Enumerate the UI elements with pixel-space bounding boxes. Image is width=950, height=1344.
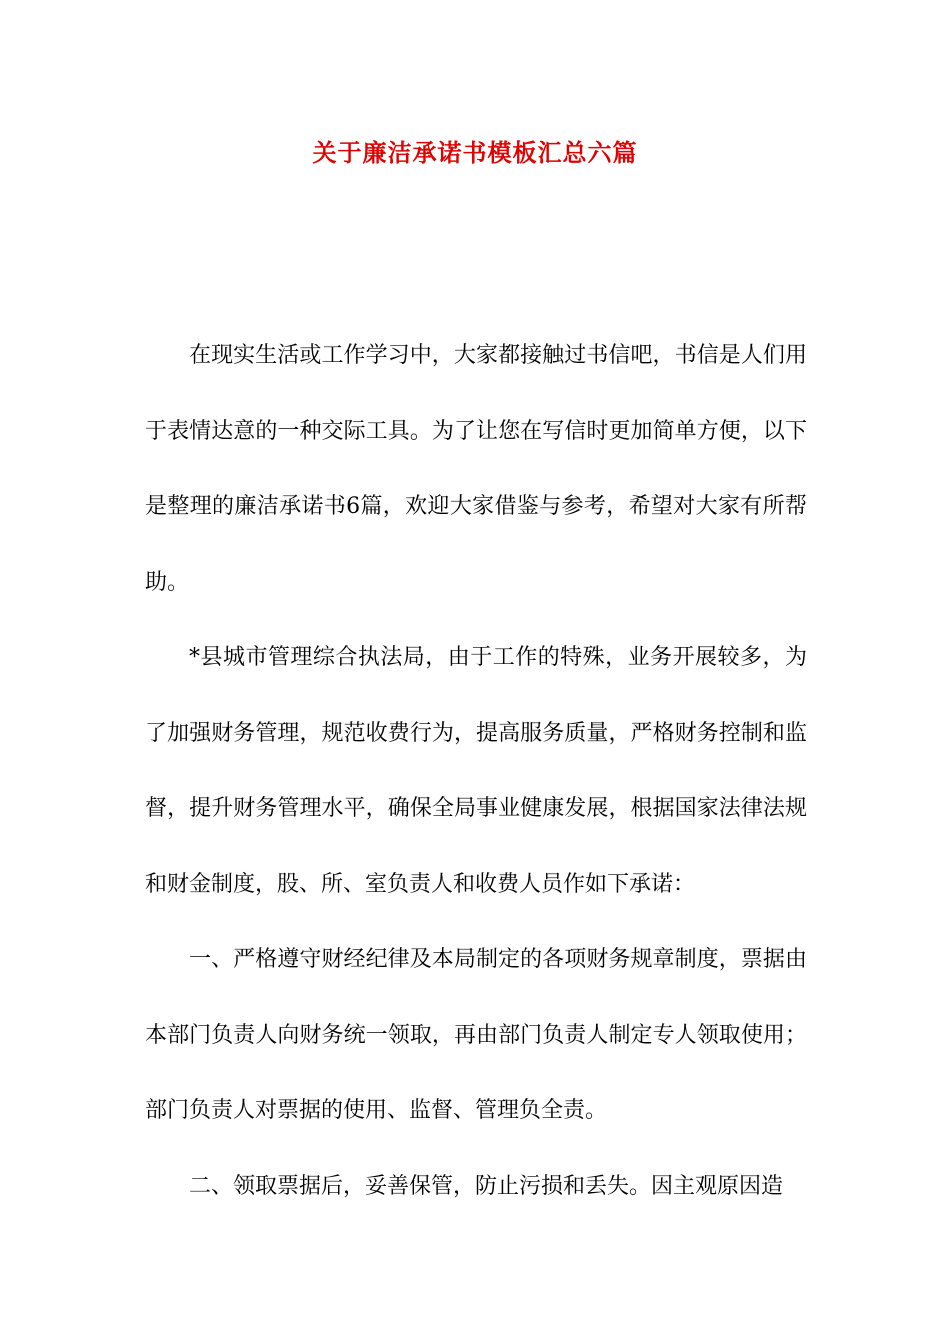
paragraph-intro: 在现实生活或工作学习中，大家都接触过书信吧，书信是人们用于表情达意的一种交际工具。为了让您在写信时更加简单方便，以下是整理的廉洁承诺书6篇，欢迎大家借鉴与参考，希望对大家有所帮助。 [145,343,807,595]
document-body [145,318,807,1224]
document-title: 关于廉洁承诺书模板汇总六篇 [312,138,638,167]
paragraph-background: *县城市管理综合执法局，由于工作的特殊，业务开展较多，为了加强财务管理，规范收费行为，提高服务质量，严格财务控制和监督，提升财务管理水平，确保全局事业健康发展，根据国家法律法规和财金制度，股、所、室负责人和收费人员作如下承诺： [145,645,807,897]
paragraph-item-2: 二、领取票据后，妥善保管，防止污损和丢失。因主观原因造 [189,1173,784,1199]
paragraph-item-1: 一、严格遵守财经纪律及本局制定的各项财务规章制度，票据由本部门负责人向财务统一领取，再由部门负责人制定专人领取使用；部门负责人对票据的使用、监督、管理负全责。 [145,947,807,1123]
